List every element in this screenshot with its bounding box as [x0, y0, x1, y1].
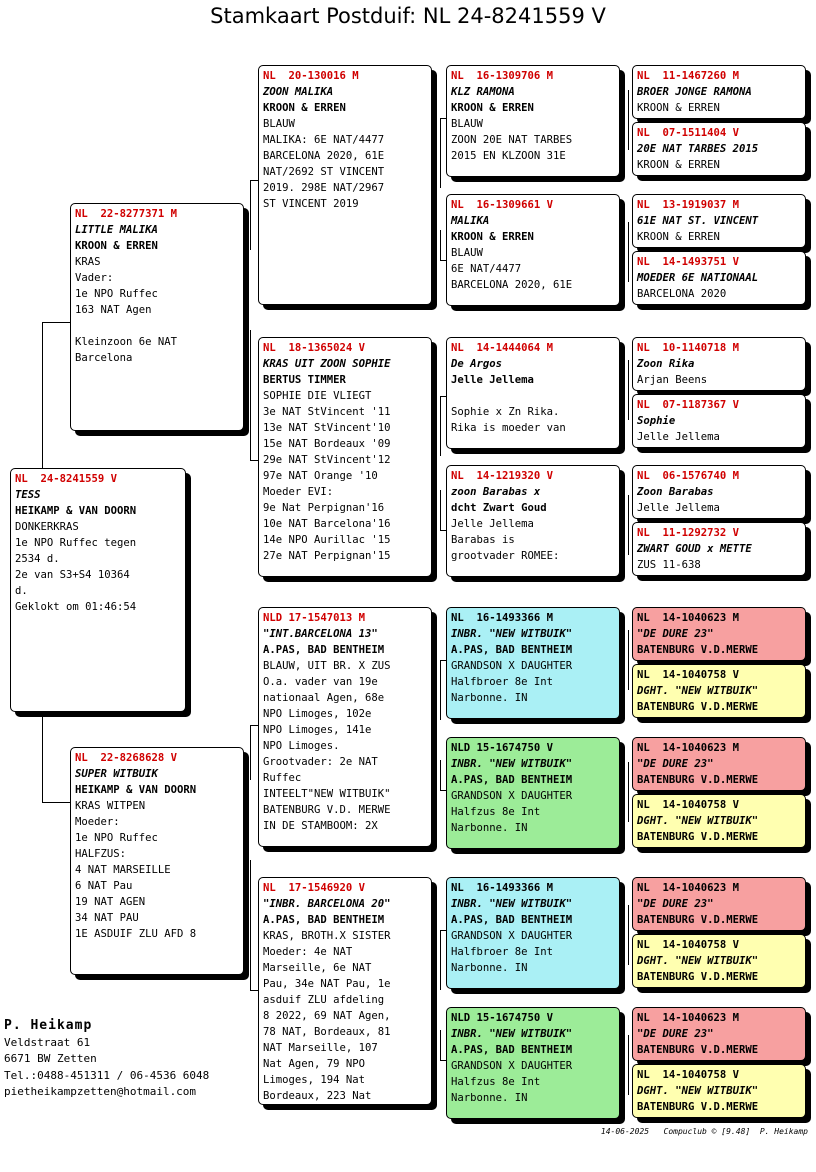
connector: [628, 905, 629, 965]
pigeon-name: INBR. "NEW WITBUIK": [451, 758, 573, 770]
pigeon-name: "DE DURE 23": [637, 628, 714, 640]
pigeon-name: INBR. "NEW WITBUIK": [451, 898, 573, 910]
pigeon-name: "DE DURE 23": [637, 1028, 714, 1040]
connector: [250, 330, 251, 460]
note-line: Kleinzoon 6e NAT: [75, 336, 178, 348]
note-line: 29e NAT StVincent'12: [263, 454, 391, 466]
connector: [440, 118, 441, 188]
note-line: 1E ASDUIF ZLU AFD 8: [75, 928, 197, 940]
note-line: BARCELONA 2020, 61E: [263, 150, 385, 162]
color: [451, 388, 615, 404]
note-line: [75, 318, 239, 334]
connector: [628, 630, 629, 690]
note-line: 6E NAT/4477: [451, 263, 522, 275]
color: GRANDSON X DAUGHTER: [451, 1060, 573, 1072]
note-line: NPO Limoges.: [263, 740, 340, 752]
ring-number: NL 14-1040623 M: [637, 742, 740, 754]
ring-number: NL 16-1309661 V: [451, 199, 554, 211]
ring-number: NL 11-1467260 M: [637, 70, 740, 82]
pigeon-name: SUPER WITBUIK: [75, 768, 158, 780]
note-line: Moeder:: [75, 816, 120, 828]
pigeon-name: "INT.BARCELONA 13": [263, 628, 378, 640]
breeder: HEIKAMP & VAN DOORN: [15, 505, 137, 517]
breeder: KROON & ERREN: [637, 159, 720, 171]
pigeon-name: ZWART GOUD x METTE: [637, 543, 752, 555]
pigeon-name: DGHT. "NEW WITBUIK": [637, 685, 759, 697]
ring-number: NL 14-1040758 V: [637, 1069, 740, 1081]
note-line: 27e NAT Perpignan'15: [263, 550, 391, 562]
note-line: Marseille, 6e NAT: [263, 962, 372, 974]
ring-number: NL 14-1040758 V: [637, 669, 740, 681]
connector: [440, 396, 441, 456]
note-line: BATENBURG V.D. MERWE: [263, 804, 391, 816]
ring-number: NLD 15-1674750 V: [451, 742, 554, 754]
note-line: NAT/2692 ST VINCENT: [263, 166, 385, 178]
note-line: Sophie x Zn Rika.: [451, 406, 560, 418]
owner-name: P. Heikamp: [4, 1018, 93, 1033]
note-line: 78 NAT, Bordeaux, 81: [263, 1026, 391, 1038]
note-line: Moeder EVI:: [263, 486, 334, 498]
father-card[interactable]: [70, 203, 244, 431]
ring-number: NL 17-1546920 V: [263, 882, 366, 894]
note-line: HALFZUS:: [75, 848, 127, 860]
ring-number: NL 20-130016 M: [263, 70, 359, 82]
color: KRAS WITPEN: [75, 800, 146, 812]
connector: [250, 725, 251, 780]
note-line: Narbonne. IN: [451, 692, 528, 704]
note-line: IN DE STAMBOOM: 2X: [263, 820, 378, 832]
ancestor-card[interactable]: [632, 877, 806, 931]
ancestor-card[interactable]: [632, 394, 806, 448]
note-line: grootvader ROMEE:: [451, 550, 560, 562]
note-line: ZOON 20E NAT TARBES: [451, 134, 573, 146]
ring-number: NL 14-1040623 M: [637, 1012, 740, 1024]
breeder: Jelle Jellema: [451, 374, 534, 386]
note-line: 8 2022, 69 NAT Agen,: [263, 1010, 391, 1022]
breeder: Jelle Jellema: [637, 502, 720, 514]
connector: [628, 1035, 629, 1095]
note-line: 2534 d.: [15, 553, 60, 565]
owner-email[interactable]: pietheikampzetten@hotmail.com: [4, 1085, 197, 1098]
subject-card[interactable]: [10, 468, 186, 712]
pigeon-name: "DE DURE 23": [637, 758, 714, 770]
page-title: Stamkaart Postduif: NL 24-8241559 V: [210, 4, 606, 28]
pigeon-name: ZOON MALIKA: [263, 86, 334, 98]
color: KRAS: [75, 256, 101, 268]
pigeon-name: BROER JONGE RAMONA: [637, 86, 752, 98]
note-line: Limoges, 194 Nat: [263, 1074, 366, 1086]
ancestor-card[interactable]: [632, 194, 806, 248]
note-line: 163 NAT Agen: [75, 304, 152, 316]
breeder: BATENBURG V.D.MERWE: [637, 1044, 759, 1056]
pigeon-name: Zoon Barabas: [637, 486, 714, 498]
note-line: Narbonne. IN: [451, 1092, 528, 1104]
pigeon-name: INBR. "NEW WITBUIK": [451, 1028, 573, 1040]
pigeon-name: Sophie: [637, 415, 676, 427]
breeder: Jelle Jellema: [637, 431, 720, 443]
breeder: BATENBURG V.D.MERWE: [637, 1101, 759, 1113]
pigeon-name: MALIKA: [451, 215, 490, 227]
note-line: Geklokt om 01:46:54: [15, 601, 137, 613]
note-line: asduif ZLU afdeling: [263, 994, 385, 1006]
great-grandparent-card[interactable]: [446, 877, 620, 989]
color: BLAUW: [451, 118, 483, 130]
footer-credit: 14-06-2025 Compuclub © [9.48] P. Heikamp: [600, 1127, 808, 1136]
pigeon-name: "INBR. BARCELONA 20": [263, 898, 391, 910]
connector: [250, 180, 251, 250]
color: DONKERKRAS: [15, 521, 79, 533]
ring-number: NL 14-1040758 V: [637, 799, 740, 811]
ancestor-card[interactable]: [632, 737, 806, 791]
color: GRANDSON X DAUGHTER: [451, 790, 573, 802]
ancestor-card[interactable]: [632, 122, 806, 176]
breeder: HEIKAMP & VAN DOORN: [75, 784, 197, 796]
note-line: d.: [15, 585, 28, 597]
great-grandparent-card[interactable]: [446, 465, 620, 577]
breeder: KROON & ERREN: [637, 231, 720, 243]
ancestor-card[interactable]: [632, 65, 806, 119]
breeder: BERTUS TIMMER: [263, 374, 346, 386]
ring-number: NL 16-1493366 M: [451, 882, 554, 894]
pigeon-name: LITTLE MALIKA: [75, 224, 158, 236]
connector: [628, 360, 629, 420]
owner-info: [4, 1018, 209, 1101]
breeder: A.PAS, BAD BENTHEIM: [263, 644, 385, 656]
ring-number: NL 07-1511404 V: [637, 127, 740, 139]
note-line: Nat Agen, 79 NPO: [263, 1058, 366, 1070]
color: SOPHIE DIE VLIEGT: [263, 390, 372, 402]
connector: [440, 930, 441, 990]
ring-number: NL 14-1219320 V: [451, 470, 554, 482]
connector: [42, 802, 72, 803]
connector: [42, 322, 72, 323]
note-line: NPO Limoges, 141e: [263, 724, 372, 736]
breeder: BATENBURG V.D.MERWE: [637, 701, 759, 713]
breeder: BATENBURG V.D.MERWE: [637, 971, 759, 983]
breeder: BARCELONA 2020: [637, 288, 727, 300]
great-grandparent-card[interactable]: [446, 1007, 620, 1119]
note-line: 19 NAT AGEN: [75, 896, 146, 908]
note-line: MALIKA: 6E NAT/4477: [263, 134, 385, 146]
ring-number: NL 06-1576740 M: [637, 470, 740, 482]
note-line: 2015 EN KLZOON 31E: [451, 150, 566, 162]
ancestor-card[interactable]: [632, 337, 806, 391]
note-line: Narbonne. IN: [451, 822, 528, 834]
note-line: Halfbroer 8e Int: [451, 676, 554, 688]
ancestor-card[interactable]: [632, 522, 806, 576]
ring-number: NL 10-1140718 M: [637, 342, 740, 354]
color: GRANDSON X DAUGHTER: [451, 930, 573, 942]
note-line: Vader:: [75, 272, 114, 284]
ring-number: NL 14-1040758 V: [637, 939, 740, 951]
connector: [440, 660, 441, 720]
ring-number: NL 14-1444064 M: [451, 342, 554, 354]
breeder: A.PAS, BAD BENTHEIM: [451, 644, 573, 656]
ring-number: NL 24-8241559 V: [15, 473, 118, 485]
note-line: 14e NPO Aurillac '15: [263, 534, 391, 546]
grandmother-paternal-card[interactable]: [258, 337, 432, 577]
connector: [628, 222, 629, 282]
breeder: BATENBURG V.D.MERWE: [637, 831, 759, 843]
note-line: 3e NAT StVincent '11: [263, 406, 391, 418]
pigeon-name: 61E NAT ST. VINCENT: [637, 215, 759, 227]
note-line: 9e Nat Perpignan'16: [263, 502, 385, 514]
note-line: Barabas is: [451, 534, 515, 546]
owner-street: Veldstraat 61: [4, 1035, 91, 1049]
connector: [628, 90, 629, 150]
ancestor-card[interactable]: [632, 664, 806, 718]
note-line: 1e NPO Ruffec: [75, 832, 158, 844]
breeder: KROON & ERREN: [637, 102, 720, 114]
pigeon-name: KLZ RAMONA: [451, 86, 515, 98]
breeder: BATENBURG V.D.MERWE: [637, 644, 759, 656]
note-line: Narbonne. IN: [451, 962, 528, 974]
ancestor-card[interactable]: [632, 1064, 806, 1118]
note-line: 97e NAT Orange '10: [263, 470, 378, 482]
breeder: dcht Zwart Goud: [451, 502, 547, 514]
breeder: A.PAS, BAD BENTHEIM: [451, 774, 573, 786]
note-line: INTEELT"NEW WITBUIK": [263, 788, 391, 800]
pigeon-name: MOEDER 6E NATIONAAL: [637, 272, 759, 284]
note-line: Moeder: 4e NAT: [263, 946, 353, 958]
breeder: ZUS 11-638: [637, 559, 701, 571]
grandfather-paternal-card[interactable]: [258, 65, 432, 305]
note-line: NPO Limoges, 102e: [263, 708, 372, 720]
ring-number: NL 16-1493366 M: [451, 612, 554, 624]
ring-number: NLD 17-1547013 M: [263, 612, 366, 624]
note-line: 15e NAT Bordeaux '09: [263, 438, 391, 450]
color: GRANDSON X DAUGHTER: [451, 660, 573, 672]
ring-number: NL 14-1040623 M: [637, 882, 740, 894]
pigeon-name: INBR. "NEW WITBUIK": [451, 628, 573, 640]
ring-number: NL 18-1365024 V: [263, 342, 366, 354]
ring-number: NL 07-1187367 V: [637, 399, 740, 411]
connector: [628, 495, 629, 555]
note-line: Grootvader: 2e NAT: [263, 756, 378, 768]
ancestor-card[interactable]: [632, 465, 806, 519]
ring-number: NL 22-8277371 M: [75, 208, 178, 220]
note-line: Bordeaux, 223 Nat: [263, 1090, 372, 1102]
great-grandparent-card[interactable]: [446, 337, 620, 449]
connector: [440, 230, 441, 260]
breeder: BATENBURG V.D.MERWE: [637, 774, 759, 786]
pigeon-name: DGHT. "NEW WITBUIK": [637, 1085, 759, 1097]
note-line: 34 NAT PAU: [75, 912, 139, 924]
note-line: ST VINCENT 2019: [263, 198, 359, 210]
grandfather-maternal-card[interactable]: [258, 607, 432, 847]
color: BLAUW: [263, 118, 295, 130]
note-line: BARCELONA 2020, 61E: [451, 279, 573, 291]
note-line: 1e NPO Ruffec: [75, 288, 158, 300]
color: Jelle Jellema: [451, 518, 534, 530]
breeder: KROON & ERREN: [451, 102, 534, 114]
great-grandparent-card[interactable]: [446, 65, 620, 177]
note-line: 2e van S3+S4 10364: [15, 569, 130, 581]
connector: [250, 860, 251, 990]
connector: [42, 712, 43, 802]
breeder: A.PAS, BAD BENTHEIM: [451, 1044, 573, 1056]
color: BLAUW, UIT BR. X ZUS: [263, 660, 391, 672]
note-line: 1e NPO Ruffec tegen: [15, 537, 137, 549]
pigeon-name: KRAS UIT ZOON SOPHIE: [263, 358, 391, 370]
ring-number: NLD 15-1674750 V: [451, 1012, 554, 1024]
pigeon-name: DGHT. "NEW WITBUIK": [637, 815, 759, 827]
owner-phone: Tel.:0488-451311 / 06-4536 6048: [4, 1068, 210, 1082]
ring-number: NL 13-1919037 M: [637, 199, 740, 211]
pigeon-name: TESS: [15, 489, 41, 501]
note-line: 2019. 298E NAT/2967: [263, 182, 385, 194]
pigeon-name: "DE DURE 23": [637, 898, 714, 910]
breeder: A.PAS, BAD BENTHEIM: [263, 914, 385, 926]
ancestor-card[interactable]: [632, 934, 806, 988]
note-line: Rika is moeder van: [451, 422, 566, 434]
ancestor-card[interactable]: [632, 251, 806, 305]
great-grandparent-card[interactable]: [446, 607, 620, 719]
pigeon-name: De Argos: [451, 358, 503, 370]
note-line: Barcelona: [75, 352, 133, 364]
note-line: 13e NAT StVincent'10: [263, 422, 391, 434]
connector: [440, 490, 441, 530]
connector: [42, 322, 43, 468]
pigeon-name: DGHT. "NEW WITBUIK": [637, 955, 759, 967]
color: BLAUW: [451, 247, 483, 259]
ring-number: NL 16-1309706 M: [451, 70, 554, 82]
note-line: Halfzus 8e Int: [451, 806, 541, 818]
breeder: A.PAS, BAD BENTHEIM: [451, 914, 573, 926]
breeder: KROON & ERREN: [263, 102, 346, 114]
breeder: KROON & ERREN: [75, 240, 158, 252]
grandmother-maternal-card[interactable]: [258, 877, 432, 1105]
note-line: Ruffec: [263, 772, 302, 784]
note-line: NAT Marseille, 107: [263, 1042, 378, 1054]
connector: [440, 760, 441, 790]
note-line: nationaal Agen, 68e: [263, 692, 385, 704]
pigeon-name: zoon Barabas x: [451, 486, 541, 498]
great-grandparent-card[interactable]: [446, 737, 620, 849]
breeder: Arjan Beens: [637, 374, 708, 386]
ancestor-card[interactable]: [632, 794, 806, 848]
color: KRAS, BROTH.X SISTER: [263, 930, 391, 942]
breeder: BATENBURG V.D.MERWE: [637, 914, 759, 926]
pigeon-name: Zoon Rika: [637, 358, 695, 370]
pigeon-name: 20E NAT TARBES 2015: [637, 143, 759, 155]
note-line: O.a. vader van 19e: [263, 676, 378, 688]
note-line: 4 NAT MARSEILLE: [75, 864, 171, 876]
ring-number: NL 14-1493751 V: [637, 256, 740, 268]
note-line: Pau, 34e NAT Pau, 1e: [263, 978, 391, 990]
connector: [440, 1030, 441, 1060]
ring-number: NL 22-8268628 V: [75, 752, 178, 764]
ancestor-card[interactable]: [632, 607, 806, 661]
ring-number: NL 14-1040623 M: [637, 612, 740, 624]
note-line: 10e NAT Barcelona'16: [263, 518, 391, 530]
great-grandparent-card[interactable]: [446, 194, 620, 306]
mother-card[interactable]: [70, 747, 244, 975]
note-line: Halfzus 8e Int: [451, 1076, 541, 1088]
note-line: 6 NAT Pau: [75, 880, 133, 892]
connector: [628, 762, 629, 822]
breeder: KROON & ERREN: [451, 231, 534, 243]
owner-city: 6671 BW Zetten: [4, 1052, 97, 1065]
ancestor-card[interactable]: [632, 1007, 806, 1061]
note-line: Halfbroer 8e Int: [451, 946, 554, 958]
ring-number: NL 11-1292732 V: [637, 527, 740, 539]
